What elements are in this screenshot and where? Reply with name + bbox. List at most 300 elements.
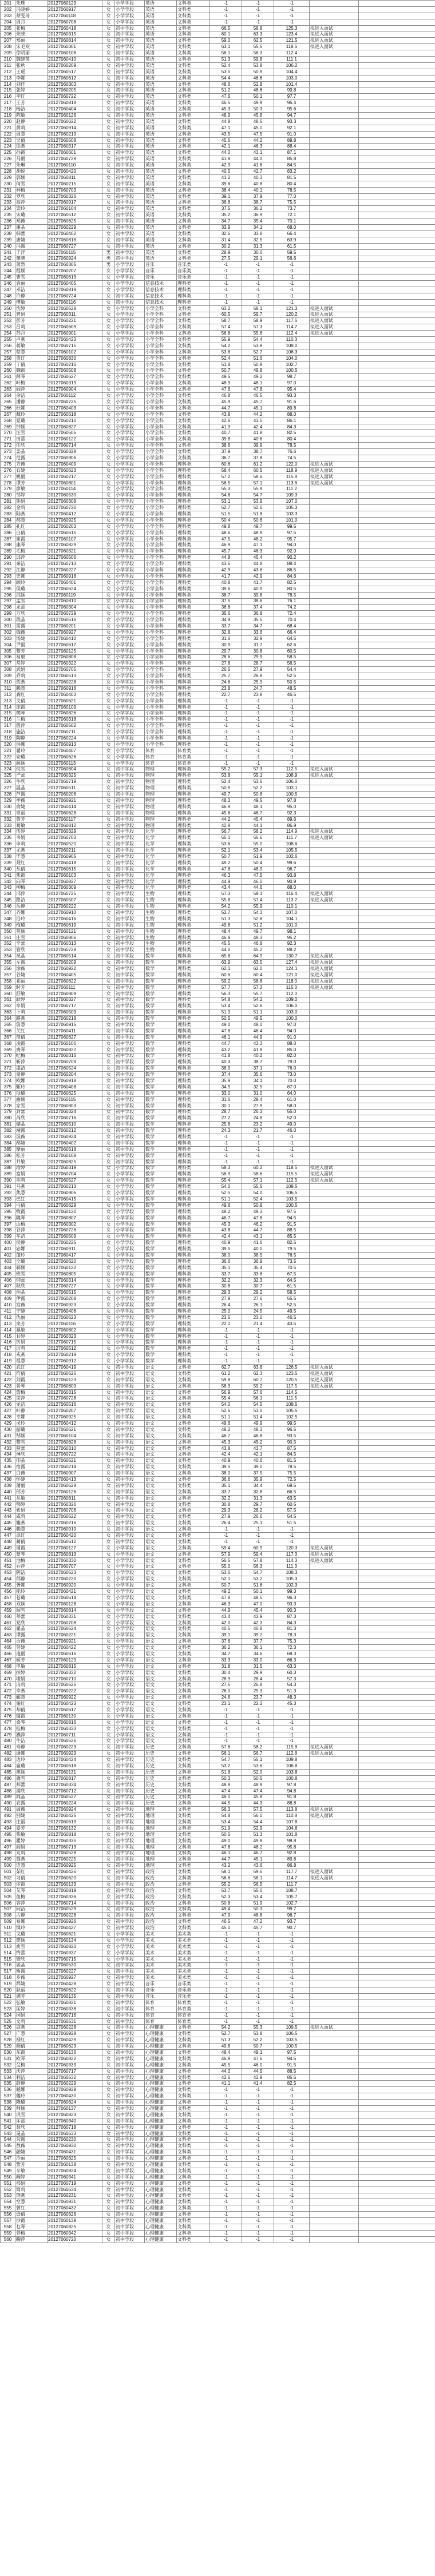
subject-cell: 小学全科 (145, 717, 177, 723)
written-score-cell: 43.6 (210, 561, 242, 567)
row-index-cell: 216 (1, 94, 15, 100)
remark-cell (310, 878, 359, 885)
subject-cell: 数学 (145, 1084, 177, 1090)
total-score-cell: -1 (274, 262, 310, 268)
candidate-name-cell: 曾红 (15, 2205, 48, 2212)
row-index-cell: 211 (1, 62, 15, 69)
remark-cell (310, 517, 359, 523)
gender-cell: 女 (102, 455, 115, 462)
row-index-cell: 524 (1, 2012, 15, 2018)
empty-cell (359, 2025, 435, 2031)
table-row (1, 841, 435, 848)
school-level-cell: 初中学段 (115, 174, 145, 181)
subject-cell: 小学全科 (145, 555, 177, 561)
written-score-cell: -1 (210, 2193, 242, 2199)
empty-cell (359, 1751, 435, 1757)
remark-cell (310, 361, 359, 368)
candidate-name-cell: 甄玲 (15, 1084, 48, 1090)
subject-cell: 语文 (145, 1583, 177, 1589)
school-level-cell: 初中学段 (115, 922, 145, 928)
row-index-cell: 268 (1, 418, 15, 424)
total-score-cell: -1 (274, 2168, 310, 2174)
exam-id-cell: 20127060715 (48, 1339, 102, 1346)
gender-cell: 女 (102, 1769, 115, 1775)
remark-cell (310, 19, 359, 25)
total-score-cell: 110.3 (274, 337, 310, 343)
gender-cell: 女 (102, 972, 115, 978)
total-score-cell: 89.8 (274, 405, 310, 411)
table-row (1, 1738, 435, 1744)
row-index-cell: 254 (1, 331, 15, 337)
exam-id-cell: 20127060828 (48, 1439, 102, 1445)
row-index-cell: 272 (1, 443, 15, 449)
school-level-cell: 初中学段 (115, 1146, 145, 1152)
remark-cell (310, 1913, 359, 1919)
candidate-name-cell: 潘静 (15, 399, 48, 406)
row-index-cell: 292 (1, 567, 15, 574)
candidate-name-cell: 扈璐 (15, 1763, 48, 1770)
row-index-cell: 433 (1, 1445, 15, 1452)
school-level-cell: 小学学段 (115, 355, 145, 361)
total-score-cell: 79.5 (274, 1246, 310, 1253)
empty-cell (359, 50, 435, 57)
school-level-cell: 小学学段 (115, 573, 145, 579)
table-row (1, 966, 435, 972)
gender-cell: 女 (102, 1657, 115, 1663)
remark-cell (310, 144, 359, 150)
total-score-cell: 88.5 (274, 2068, 310, 2074)
empty-cell (359, 1034, 435, 1040)
exam-id-cell: 20127060720 (48, 2236, 102, 2243)
interview-score-cell: 42.7 (242, 169, 274, 175)
exam-id-cell: 20127060322 (48, 661, 102, 667)
written-score-cell: 43.2 (210, 1863, 242, 1869)
remark-cell (310, 1682, 359, 1688)
written-score-cell: 29.7 (210, 648, 242, 654)
gender-cell: 女 (102, 2168, 115, 2174)
exam-category-cell: 理科类 (177, 729, 210, 736)
school-level-cell: 初中学段 (115, 1402, 145, 1408)
subject-cell: 美术 (145, 1931, 177, 1938)
row-index-cell: 364 (1, 1016, 15, 1022)
total-score-cell: 117.7 (274, 1869, 310, 1875)
table-row (1, 2031, 435, 2037)
candidate-name-cell: 邰芳 (15, 1489, 48, 1495)
interview-score-cell: 60.9 (242, 1545, 274, 1551)
interview-score-cell: 63.3 (242, 31, 274, 38)
interview-score-cell: 60.2 (242, 1165, 274, 1171)
remark-cell: 拟进入面试 (310, 1383, 359, 1389)
table-row (1, 430, 435, 436)
written-score-cell: 60.6 (210, 972, 242, 978)
subject-cell: 小学全科 (145, 723, 177, 729)
exam-category-cell: 理科类 (177, 960, 210, 966)
row-index-cell: 225 (1, 150, 15, 156)
empty-cell (359, 2031, 435, 2037)
subject-cell: 政治 (145, 1906, 177, 1913)
candidate-name-cell: 崔霞 (15, 536, 48, 542)
candidate-name-cell: 许静 (15, 293, 48, 299)
exam-id-cell: 20127060920 (48, 1583, 102, 1589)
row-index-cell: 550 (1, 2174, 15, 2180)
subject-cell: 英语 (145, 19, 177, 25)
school-level-cell: 小学学段 (115, 337, 145, 343)
gender-cell: 女 (102, 1134, 115, 1140)
candidate-name-cell: 饶燕 (15, 2193, 48, 2199)
row-index-cell: 389 (1, 1171, 15, 1178)
interview-score-cell: -1 (242, 736, 274, 742)
subject-cell: 小学全科 (145, 355, 177, 361)
school-level-cell: 初中学段 (115, 810, 145, 816)
school-level-cell: 小学学段 (115, 430, 145, 436)
empty-cell (359, 467, 435, 474)
row-index-cell: 270 (1, 430, 15, 436)
exam-category-cell: 理科类 (177, 661, 210, 667)
exam-id-cell: 20127060122 (48, 436, 102, 443)
row-index-cell: 335 (1, 835, 15, 841)
empty-cell (359, 1221, 435, 1227)
interview-score-cell: -1 (242, 748, 274, 754)
interview-score-cell: -1 (242, 2156, 274, 2162)
written-score-cell: 42.6 (210, 2074, 242, 2081)
gender-cell: 女 (102, 1296, 115, 1302)
gender-cell: 女 (102, 573, 115, 579)
remark-cell (310, 1109, 359, 1115)
subject-cell: 语文 (145, 1557, 177, 1564)
exam-id-cell: 20127060209 (48, 960, 102, 966)
empty-cell (359, 710, 435, 717)
remark-cell (310, 1564, 359, 1570)
candidate-name-cell: 夔玲 (15, 2093, 48, 2100)
school-level-cell: 初中学段 (115, 904, 145, 910)
empty-cell (359, 1551, 435, 1557)
row-index-cell: 367 (1, 1034, 15, 1040)
gender-cell: 女 (102, 1090, 115, 1096)
exam-id-cell: 20127060410 (48, 635, 102, 642)
total-score-cell: 124.1 (274, 966, 310, 972)
subject-cell: 生物 (145, 935, 177, 941)
candidate-name-cell: 易娜 (15, 1919, 48, 1925)
row-index-cell: 223 (1, 137, 15, 144)
candidate-name-cell: 李娜 (15, 75, 48, 81)
total-score-cell: 70.1 (274, 218, 310, 225)
written-score-cell: -1 (210, 1707, 242, 1714)
candidate-name-cell: 通娜 (15, 1751, 48, 1757)
gender-cell: 女 (102, 1283, 115, 1290)
table-row (1, 635, 435, 642)
exam-category-cell: 体育类 (177, 748, 210, 754)
gender-cell: 女 (102, 125, 115, 131)
subject-cell: 小学全科 (145, 380, 177, 387)
total-score-cell: 112.4 (274, 50, 310, 57)
subject-cell: 化学 (145, 841, 177, 848)
table-row (1, 878, 435, 885)
interview-score-cell: 49.7 (242, 523, 274, 530)
table-row (1, 1408, 435, 1414)
empty-cell (359, 1109, 435, 1115)
gender-cell: 女 (102, 1962, 115, 1969)
empty-cell (359, 1370, 435, 1377)
empty-cell (359, 31, 435, 38)
total-score-cell: 114.7 (274, 324, 310, 331)
school-level-cell: 初中学段 (115, 94, 145, 100)
total-score-cell: 66.4 (274, 629, 310, 635)
school-level-cell: 初中学段 (115, 1751, 145, 1757)
row-index-cell: 267 (1, 411, 15, 418)
written-score-cell: 40.9 (210, 1458, 242, 1464)
written-score-cell: -1 (210, 6, 242, 13)
remark-cell (310, 1726, 359, 1732)
school-level-cell: 初中学段 (115, 2137, 145, 2143)
written-score-cell: 52.4 (210, 355, 242, 361)
exam-id-cell: 20127060426 (48, 1869, 102, 1875)
table-row (1, 318, 435, 324)
exam-id-cell: 20127060619 (48, 1819, 102, 1826)
row-index-cell: 556 (1, 2212, 15, 2218)
candidate-name-cell: 魏霞 (15, 368, 48, 374)
exam-category-cell: 理科类 (177, 561, 210, 567)
candidate-name-cell: 仇丽 (15, 1314, 48, 1321)
total-score-cell: 94.8 (274, 1788, 310, 1794)
remark-cell (310, 679, 359, 686)
empty-cell (359, 181, 435, 187)
exam-id-cell: 20127060830 (48, 355, 102, 361)
table-row (1, 1458, 435, 1464)
school-level-cell: 小学学段 (115, 1669, 145, 1676)
candidate-name-cell: 芮欣 (15, 1115, 48, 1122)
total-score-cell: 56.5 (274, 661, 310, 667)
total-score-cell: 80.4 (274, 436, 310, 443)
remark-cell: 拟进入面试 (310, 1551, 359, 1557)
exam-id-cell: 20127060204 (48, 1072, 102, 1078)
empty-cell (359, 586, 435, 592)
interview-score-cell: 26.8 (242, 1682, 274, 1688)
table-row (1, 1913, 435, 1919)
written-score-cell: 30.8 (210, 1501, 242, 1508)
row-index-cell: 378 (1, 1103, 15, 1109)
row-index-cell: 392 (1, 1190, 15, 1196)
empty-cell (359, 2193, 435, 2199)
subject-cell: 数学 (145, 1003, 177, 1009)
exam-id-cell: 20127060224 (48, 1800, 102, 1807)
exam-category-cell: 理科类 (177, 505, 210, 511)
exam-category-cell: 文科类 (177, 1819, 210, 1826)
school-level-cell: 初中学段 (115, 75, 145, 81)
written-score-cell: -1 (210, 710, 242, 717)
row-index-cell: 468 (1, 1663, 15, 1669)
remark-cell (310, 1601, 359, 1607)
row-index-cell: 398 (1, 1227, 15, 1234)
table-row (1, 2205, 435, 2212)
written-score-cell: -1 (210, 723, 242, 729)
row-index-cell: 286 (1, 530, 15, 536)
empty-cell (359, 904, 435, 910)
subject-cell: 心理健康 (145, 2093, 177, 2100)
interview-score-cell: -1 (242, 1134, 274, 1140)
candidate-name-cell: 邹婷 (15, 492, 48, 499)
interview-score-cell: 48.5 (242, 118, 274, 125)
total-score-cell: 78.3 (274, 1632, 310, 1639)
subject-cell: 语文 (145, 1396, 177, 1402)
interview-score-cell: 61.2 (242, 461, 274, 467)
remark-cell (310, 1271, 359, 1277)
remark-cell (310, 505, 359, 511)
school-level-cell: 小学学段 (115, 1339, 145, 1346)
table-row (1, 2236, 435, 2243)
subject-cell: 语文 (145, 1526, 177, 1533)
table-row (1, 1906, 435, 1913)
exam-category-cell: 文科类 (177, 1838, 210, 1844)
table-row (1, 144, 435, 150)
school-level-cell: 初中学段 (115, 200, 145, 206)
remark-cell (310, 1196, 359, 1203)
total-score-cell: 70.0 (274, 1078, 310, 1084)
school-level-cell: 初中学段 (115, 854, 145, 860)
empty-cell (359, 885, 435, 891)
row-index-cell: 463 (1, 1632, 15, 1639)
written-score-cell: 48.4 (210, 928, 242, 935)
total-score-cell: 91.5 (274, 2062, 310, 2068)
exam-id-cell: 20127060813 (48, 1551, 102, 1557)
remark-cell (310, 287, 359, 293)
candidate-name-cell: 段婷 (15, 1165, 48, 1171)
written-score-cell: 43.8 (210, 411, 242, 418)
school-level-cell: 小学学段 (115, 698, 145, 704)
row-index-cell: 311 (1, 685, 15, 691)
written-score-cell: 47.8 (210, 866, 242, 872)
empty-cell (359, 1414, 435, 1421)
row-index-cell: 489 (1, 1794, 15, 1800)
remark-cell: 拟进入面试 (310, 324, 359, 331)
empty-cell (359, 1389, 435, 1396)
exam-category-cell: 文科类 (177, 2062, 210, 2068)
subject-cell: 数学 (145, 1178, 177, 1184)
subject-cell: 语文 (145, 1477, 177, 1483)
candidate-name-cell: 叶梅 (15, 380, 48, 387)
subject-cell: 数学 (145, 1184, 177, 1190)
interview-score-cell: 54.0 (242, 1190, 274, 1196)
gender-cell: 女 (102, 1937, 115, 1943)
row-index-cell: 490 (1, 1800, 15, 1807)
row-index-cell: 287 (1, 536, 15, 542)
gender-cell: 女 (102, 237, 115, 243)
written-score-cell: 46.8 (210, 393, 242, 399)
written-score-cell: 27.2 (210, 1115, 242, 1122)
exam-id-cell: 20127060717 (48, 2068, 102, 2074)
gender-cell: 女 (102, 2218, 115, 2224)
interview-score-cell: 31.7 (242, 642, 274, 648)
gender-cell: 女 (102, 2031, 115, 2037)
remark-cell (310, 698, 359, 704)
empty-cell (359, 1533, 435, 1539)
remark-cell (310, 174, 359, 181)
written-score-cell: -1 (210, 1, 242, 7)
remark-cell (310, 443, 359, 449)
exam-category-cell: 文科类 (177, 2044, 210, 2050)
candidate-name-cell: 芦露 (15, 792, 48, 798)
gender-cell: 女 (102, 1956, 115, 1962)
remark-cell (310, 387, 359, 393)
empty-cell (359, 866, 435, 872)
interview-score-cell: 29.1 (242, 256, 274, 262)
interview-score-cell: 52.7 (242, 349, 274, 355)
school-level-cell: 小学学段 (115, 673, 145, 679)
written-score-cell: 37.5 (210, 206, 242, 212)
total-score-cell: 76.0 (274, 1066, 310, 1072)
school-level-cell: 小学学段 (115, 19, 145, 25)
exam-id-cell: 20127060818 (48, 1831, 102, 1838)
gender-cell: 女 (102, 804, 115, 810)
exam-category-cell: 理科类 (177, 685, 210, 691)
exam-category-cell: 理科类 (177, 573, 210, 579)
remark-cell (310, 1152, 359, 1159)
remark-cell (310, 293, 359, 299)
empty-cell (359, 822, 435, 829)
total-score-cell: 98.1 (274, 928, 310, 935)
total-score-cell: -1 (274, 2106, 310, 2112)
total-score-cell: -1 (274, 1738, 310, 1744)
row-index-cell: 544 (1, 2137, 15, 2143)
candidate-name-cell: 封蕾 (15, 1109, 48, 1115)
written-score-cell: -1 (210, 1140, 242, 1146)
gender-cell: 女 (102, 1807, 115, 1813)
table-row (1, 6, 435, 13)
row-index-cell: 479 (1, 1732, 15, 1738)
empty-cell (359, 2118, 435, 2124)
remark-cell (310, 2031, 359, 2037)
gender-cell: 女 (102, 798, 115, 804)
subject-cell: 政治 (145, 1925, 177, 1931)
exam-id-cell: 20127060123 (48, 1377, 102, 1383)
empty-cell (359, 1613, 435, 1620)
table-row (1, 598, 435, 605)
remark-cell (310, 1763, 359, 1770)
school-level-cell: 小学学段 (115, 1209, 145, 1215)
total-score-cell: -1 (274, 2212, 310, 2218)
row-index-cell: 412 (1, 1314, 15, 1321)
exam-category-cell: 理科类 (177, 287, 210, 293)
subject-cell: 英语 (145, 69, 177, 75)
row-index-cell: 224 (1, 144, 15, 150)
gender-cell: 女 (102, 1639, 115, 1645)
exam-id-cell: 20127060308 (48, 499, 102, 505)
candidate-name-cell: 曹雪 (15, 275, 48, 281)
remark-cell (310, 1022, 359, 1028)
interview-score-cell: -1 (242, 1738, 274, 1744)
exam-id-cell: 20127060329 (48, 829, 102, 835)
exam-id-cell: 20127060216 (48, 1520, 102, 1526)
row-index-cell: 483 (1, 1757, 15, 1763)
total-score-cell: 58.0 (274, 1103, 310, 1109)
school-level-cell: 初中学段 (115, 137, 145, 144)
exam-category-cell: 理科类 (177, 1327, 210, 1333)
candidate-name-cell: 巩雪 (15, 2112, 48, 2118)
row-index-cell: 553 (1, 2193, 15, 2199)
gender-cell: 女 (102, 2087, 115, 2093)
exam-id-cell: 20127060728 (48, 1396, 102, 1402)
exam-category-cell: 文科类 (177, 230, 210, 237)
interview-score-cell: -1 (242, 717, 274, 723)
exam-category-cell: 理科类 (177, 1258, 210, 1265)
written-score-cell: 42.4 (210, 1234, 242, 1240)
exam-id-cell: 20127060905 (48, 854, 102, 860)
row-index-cell: 458 (1, 1601, 15, 1607)
exam-category-cell: 理科类 (177, 1072, 210, 1078)
school-level-cell: 初中学段 (115, 835, 145, 841)
gender-cell: 女 (102, 1178, 115, 1184)
subject-cell: 英语 (145, 162, 177, 169)
total-score-cell: 113.8 (274, 1807, 310, 1813)
